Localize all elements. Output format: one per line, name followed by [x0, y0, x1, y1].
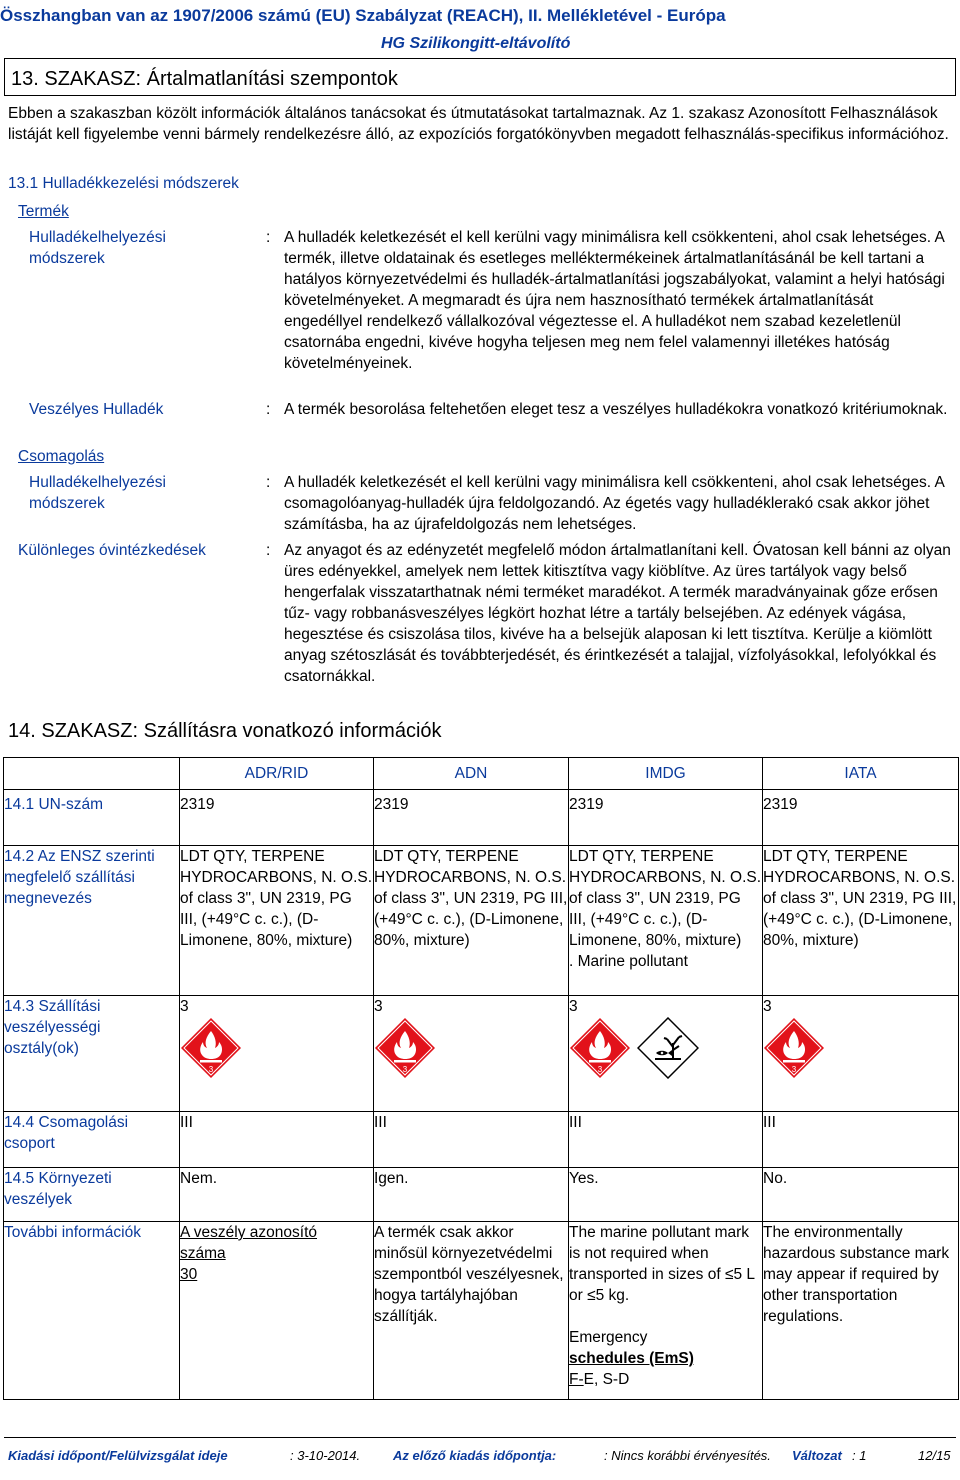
column-header-iata: IATA — [763, 758, 959, 790]
pictogram-class-number: 3 — [791, 1065, 797, 1074]
hazard-id-label-2: száma — [180, 1245, 226, 1262]
transport-info-table — [3, 757, 959, 1400]
page-number: 12/15 — [918, 1448, 951, 1463]
shipping-name-label: 14.2 Az ENSZ szerinti megfelelő szállítási megnevezés — [4, 846, 180, 996]
un-number-adr: 2319 — [180, 790, 374, 846]
hazard-class-imdg: 3 — [569, 998, 578, 1015]
environmental-hazards-label: 14.5 Környezeti veszélyek — [4, 1168, 180, 1222]
hazard-class-adr-cell — [180, 996, 374, 1112]
version-label: Változat — [792, 1448, 842, 1463]
un-number-label: 14.1 UN-szám — [4, 790, 180, 846]
product-heading: Termék — [18, 203, 69, 220]
subsection-13-1-title: 13.1 Hulladékkezelési módszerek — [8, 175, 239, 192]
version-value: : 1 — [852, 1448, 867, 1463]
issue-date-value: : 3-10-2014. — [290, 1448, 361, 1463]
table-row — [4, 790, 959, 846]
pictogram-class-number: 3 — [402, 1065, 408, 1074]
colon: : — [266, 401, 271, 418]
packaging-heading: Csomagolás — [18, 448, 105, 465]
column-header-adn: ADN — [374, 758, 569, 790]
section-14-title: 14. SZAKASZ: Szállításra vonatkozó információk — [8, 720, 442, 742]
column-header-adr-rid: ADR/RID — [180, 758, 374, 790]
hazard-class-iata-cell — [763, 996, 959, 1112]
footer-divider — [4, 1437, 956, 1438]
hazard-id-label: A veszély azonosító — [180, 1224, 317, 1241]
hazard-class-iata: 3 — [763, 998, 772, 1015]
environmental-hazard-pictogram — [637, 1017, 699, 1079]
packaging-disposal-label: Hulladékelhelyezési módszerek — [29, 474, 166, 512]
further-info-adr-cell — [180, 1222, 374, 1400]
document-header-title: Összhangban van az 1907/2006 számú (EU) Szabályzat (REACH), II. Mellékletével - Európa — [0, 6, 726, 25]
environmental-hazards-imdg: Yes. — [569, 1168, 763, 1222]
packing-group-adn: III — [374, 1112, 569, 1168]
hazard-class-label: 14.3 Szállítási veszélyességi osztály(ok) — [4, 996, 180, 1112]
product-name: HG Szilikongitt-eltávolító — [381, 35, 571, 52]
further-info-imdg: The marine pollutant mark is not required when transported in sizes of ≤5 L or ≤5 kg. — [569, 1224, 755, 1304]
table-row — [4, 996, 959, 1112]
table-row — [4, 1112, 959, 1168]
packing-group-iata: III — [763, 1112, 959, 1168]
section-13-intro: Ebben a szakaszban közölt információk általános tanácsokat és útmutatásokat tartalmaznak. Az 1. szakasz Azonosított Felhasználások listáját kell figyelembe venni bármely rendelkezésre álló, az expozíciós forgatókönyvben megadott felhasználás-specifikus információhoz. — [8, 105, 949, 143]
hazard-class-imdg-cell — [569, 996, 763, 1112]
environmental-hazards-adn: Igen. — [374, 1168, 569, 1222]
shipping-name-imdg-cell — [569, 846, 763, 996]
emergency-label: Emergency — [569, 1329, 648, 1346]
previous-issue-label: Az előző kiadás időpontja: — [393, 1448, 557, 1463]
ems-label: schedules (EmS) — [569, 1350, 694, 1367]
previous-issue-value: : Nincs korábbi érvényesítés. — [604, 1448, 771, 1463]
colon: : — [266, 542, 271, 559]
further-info-adn: A termék csak akkor minősül környezetvédelmi szempontból veszélyesnek, hogya tartályhajóban szállítják. — [374, 1222, 569, 1400]
column-header-imdg: IMDG — [569, 758, 763, 790]
marine-pollutant-note: . Marine pollutant — [569, 953, 688, 970]
shipping-name-adn: LDT QTY, TERPENE HYDROCARBONS, N. O.S. of class 3", UN 2319, PG III, (+49°C c. c.), (D-Limonene, 80%, mixture) — [374, 846, 569, 996]
hazard-class-adn-cell — [374, 996, 569, 1112]
section-13-title: 13. SZAKASZ: Ártalmatlanítási szempontok — [11, 68, 398, 90]
special-precautions-label: Különleges óvintézkedések — [18, 542, 206, 559]
packaging-disposal-text: A hulladék keletkezését el kell kerülni vagy minimálisra kell csökkenteni, ahol csak lehetséges. A csomagolóanyag-hulladék újra feldolgozandó. Az égetés vagy hulladéklerakó csak akkor jöhet számításba, ha az újrafeldolgozás nem lehetséges. — [284, 474, 944, 533]
hazardous-waste-text: A termék besorolása feltehetően eleget tesz a veszélyes hulladékokra vonatkozó kritériumoknak. — [284, 401, 948, 418]
table-corner-cell — [4, 758, 180, 790]
colon: : — [266, 474, 271, 491]
further-info-imdg-cell — [569, 1222, 763, 1400]
section-13-header — [4, 58, 956, 96]
packing-group-label: 14.4 Csomagolási csoport — [4, 1112, 180, 1168]
issue-date-label: Kiadási időpont/Felülvizsgálat ideje — [8, 1448, 228, 1463]
hazard-class-adn: 3 — [374, 998, 383, 1015]
packing-group-adr: III — [180, 1112, 374, 1168]
ems-code-prefix: F- — [569, 1371, 584, 1388]
table-row — [4, 1168, 959, 1222]
special-precautions-text: Az anyagot és az edényzetét megfelelő módon ártalmatlanítani kell. Óvatosan kell bánni az olyan üres edényekkel, amelyek nem lettek kitisztítva vagy kiöblítve. Az üres tartályok vagy belső hengerfalak visszatarthatnak némi terméket maradékot. A termék maradványainak gőze erősen tűz- vagy robbanásveszélyes légkört hozhat létre a tartály belsejében. Az edények vágása, hegesztése és csiszolása tilos, kivéve ha a belsejük alaposan ki lett tisztítva. Kerülje a kiömlött anyag szétoszlását és továbbterjedését, és érintkezését a talajjal, vízfolyásokkal, lefolyókkal és csatornákkal. — [284, 542, 951, 685]
further-info-iata: The environmentally hazardous substance mark may appear if required by other transportation regulations. — [763, 1222, 959, 1400]
pictogram-class-number: 3 — [208, 1065, 214, 1074]
disposal-methods-label: Hulladékelhelyezési módszerek — [29, 229, 166, 267]
packing-group-imdg: III — [569, 1112, 763, 1168]
shipping-name-imdg: LDT QTY, TERPENE HYDROCARBONS, N. O.S. of class 3", UN 2319, PG III, (+49°C c. c.), (D-Limonene, 80%, mixture) — [569, 848, 762, 949]
ems-code — [569, 1369, 762, 1390]
flammable-liquid-pictogram — [763, 1017, 825, 1079]
environmental-hazards-iata: No. — [763, 1168, 959, 1222]
table-row — [4, 846, 959, 996]
shipping-name-iata: LDT QTY, TERPENE HYDROCARBONS, N. O.S. of class 3", UN 2319, PG III, (+49°C c. c.), (D-Limonene, 80%, mixture) — [763, 846, 959, 996]
further-info-label: További információk — [4, 1222, 180, 1400]
un-number-adn: 2319 — [374, 790, 569, 846]
disposal-methods-text: A hulladék keletkezését el kell kerülni vagy minimálisra kell csökkenteni, ahol csak lehetséges. A termék, illetve oldatainak és esetleges melléktermékeinek ártalmatlanításánál be kell tartani a hatályos környezetvédelmi és hulladék-ártalmatlanítási jogszabályokat, valamint a helyi hatósági követelményeket. A megmaradt és újra nem hasznosítható termékek ártalmatlanítását engedéllyel rendelkező vállalkozóval végeztesse el. A hulladékot nem szabad kezeletlenül csatornába engedni, kivéve hogyha teljesen meg nem felel valamennyi illetékes hatóság követelményeinek. — [284, 229, 945, 372]
colon: : — [266, 229, 271, 246]
ems-code-rest: E, S-D — [583, 1371, 630, 1388]
un-number-iata: 2319 — [763, 790, 959, 846]
shipping-name-adr: LDT QTY, TERPENE HYDROCARBONS, N. O.S. of class 3", UN 2319, PG III, (+49°C c. c.), (D-Limonene, 80%, mixture) — [180, 846, 374, 996]
pictogram-class-number: 3 — [597, 1065, 603, 1074]
hazard-id-number: 30 — [180, 1266, 198, 1283]
flammable-liquid-pictogram — [180, 1017, 242, 1079]
hazard-class-adr: 3 — [180, 998, 189, 1015]
flammable-liquid-pictogram — [374, 1017, 436, 1079]
hazardous-waste-label: Veszélyes Hulladék — [29, 401, 164, 418]
table-row — [4, 1222, 959, 1400]
un-number-imdg: 2319 — [569, 790, 763, 846]
environmental-hazards-adr: Nem. — [180, 1168, 374, 1222]
flammable-liquid-pictogram — [569, 1017, 631, 1079]
